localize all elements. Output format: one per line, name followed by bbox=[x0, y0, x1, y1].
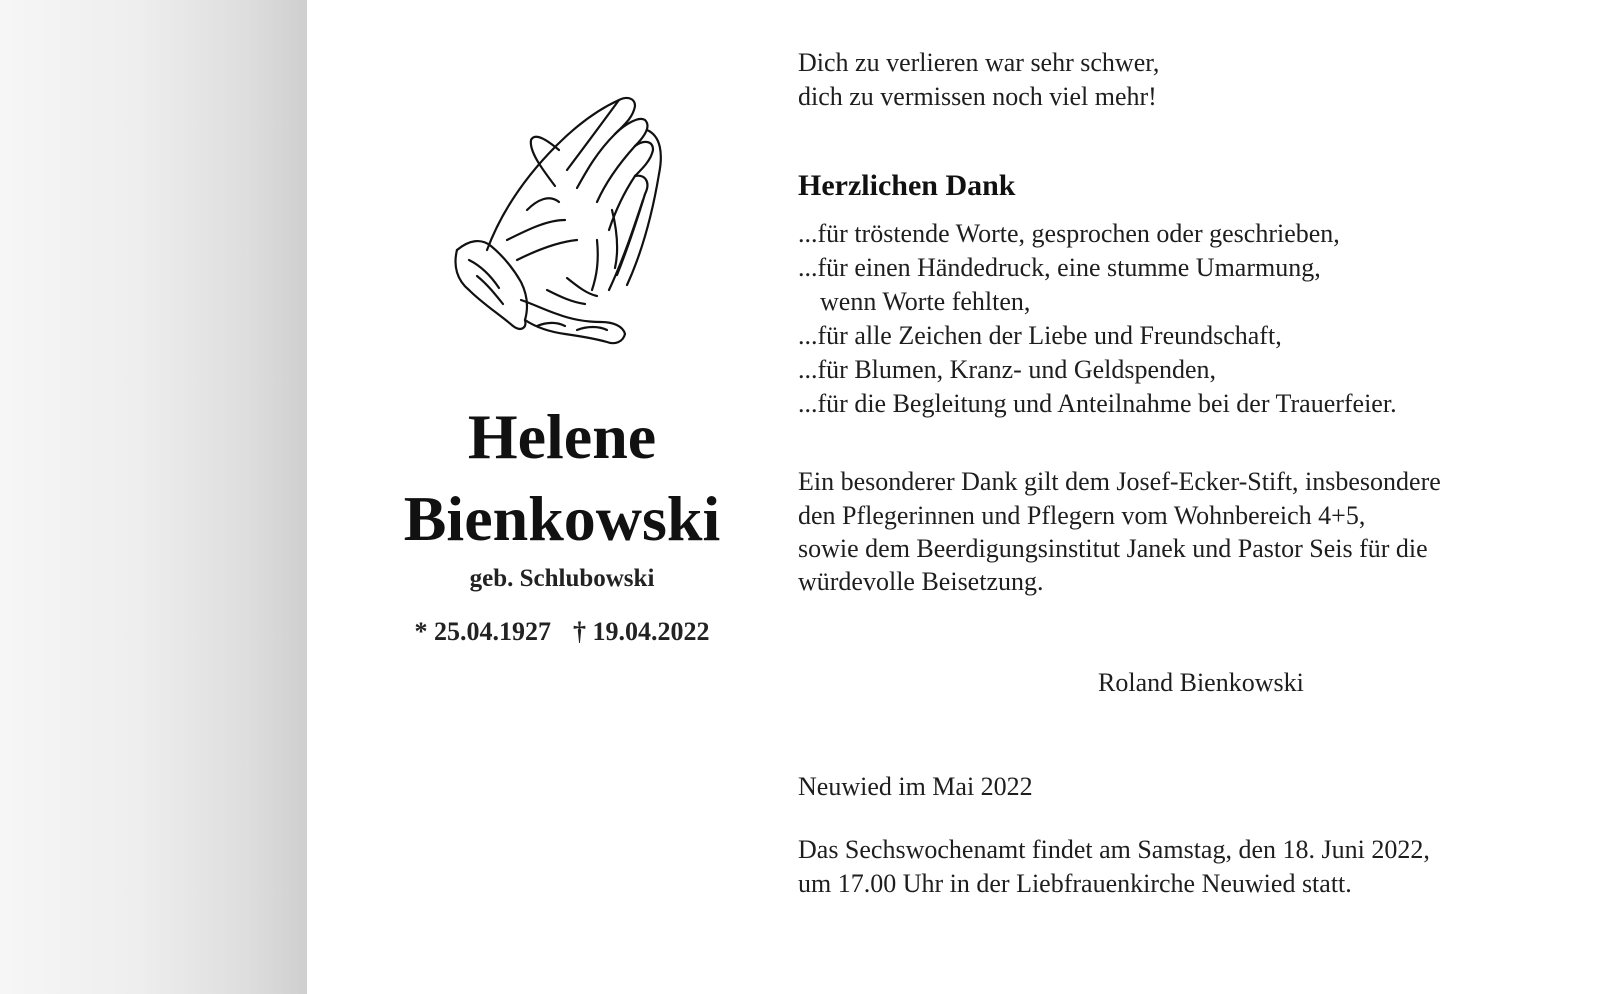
service-line: um 17.00 Uhr in der Liebfrauenkirche Neuwied statt. bbox=[798, 869, 1352, 898]
deceased-first-name: Helene bbox=[467, 401, 657, 472]
thanks-line: ...für die Begleitung und Anteilnahme bei der Trauerfeier. bbox=[798, 389, 1397, 418]
special-thanks-line: Ein besonderer Dank gilt dem Josef-Ecker-Stift, insbesondere bbox=[798, 467, 1441, 496]
deceased-panel bbox=[372, 0, 752, 994]
deceased-last-name: Bienkowski bbox=[403, 483, 721, 554]
maiden-name: geb. Schlubowski bbox=[469, 565, 655, 592]
verse-line: Dich zu verlieren war sehr schwer, bbox=[798, 48, 1160, 77]
special-thanks-line: den Pflegerinnen und Pflegern vom Wohnbereich 4+5, bbox=[798, 501, 1366, 530]
acknowledgement-text bbox=[798, 0, 1578, 994]
praying-hands-icon bbox=[447, 90, 667, 355]
life-dates bbox=[372, 617, 752, 647]
service-line: Das Sechswochenamt findet am Samstag, den 18. Juni 2022, bbox=[798, 835, 1430, 864]
thanks-heading: Herzlichen Dank bbox=[798, 169, 1016, 202]
death-date: † 19.04.2022 bbox=[573, 617, 710, 646]
thanks-line: ...für Blumen, Kranz- und Geldspenden, bbox=[798, 355, 1217, 384]
signature: Roland Bienkowski bbox=[1098, 668, 1304, 697]
verse-line: dich zu vermissen noch viel mehr! bbox=[798, 82, 1157, 111]
place-date: Neuwied im Mai 2022 bbox=[798, 772, 1033, 801]
left-margin-shade bbox=[0, 0, 307, 994]
thanks-line: ...für tröstende Worte, gesprochen oder geschrieben, bbox=[798, 219, 1340, 248]
thanks-line: wenn Worte fehlten, bbox=[820, 287, 1031, 316]
thanks-line: ...für einen Händedruck, eine stumme Umarmung, bbox=[798, 253, 1321, 282]
special-thanks-line: sowie dem Beerdigungsinstitut Janek und Pastor Seis für die bbox=[798, 534, 1428, 563]
thanks-line: ...für alle Zeichen der Liebe und Freundschaft, bbox=[798, 321, 1282, 350]
special-thanks-line: würdevolle Beisetzung. bbox=[798, 567, 1044, 596]
birth-date: * 25.04.1927 bbox=[414, 617, 551, 646]
